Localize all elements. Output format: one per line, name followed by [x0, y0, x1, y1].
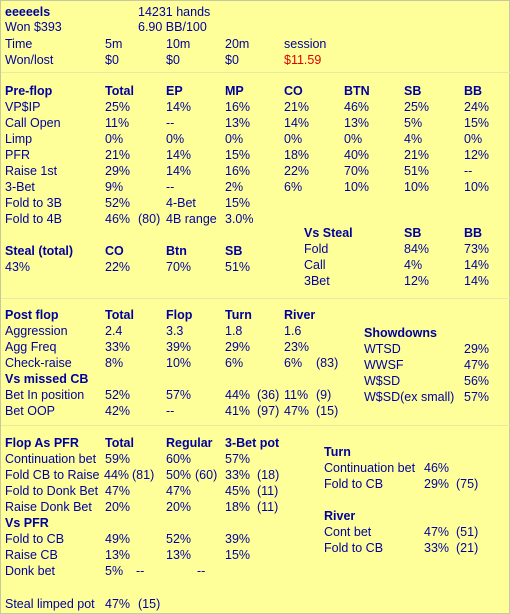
showdown-label: W$SD [364, 374, 401, 388]
fold-to-cb-cell: 39% [225, 532, 251, 546]
preflop-cell: 0% [166, 132, 185, 146]
preflop-cell: 51% [404, 164, 430, 178]
flop-pfr-title: Flop As PFR [5, 436, 79, 450]
preflop-cell: 15% [225, 148, 251, 162]
steal-col-btn: Btn [166, 244, 187, 258]
preflop-row-label: Call Open [5, 116, 61, 130]
divider [1, 298, 510, 299]
showdown-label: W$SD(ex small) [364, 390, 455, 404]
preflop-cell: -- [166, 116, 175, 130]
missed-cell: 41% [225, 404, 251, 418]
missed-count: (97) [257, 404, 280, 418]
vs-steal-row-label: Fold [304, 242, 329, 256]
raise-donk-cell: 20% [166, 500, 192, 514]
preflop-row-label: Limp [5, 132, 33, 146]
steal-limped-count: (15) [138, 597, 161, 611]
river-cbet-value: 47% [424, 525, 450, 539]
missed-cell: 47% [284, 404, 310, 418]
fold-to-4b-count: (80) [138, 212, 161, 226]
raise-donk-cell: 20% [105, 500, 131, 514]
fourbet-value: 15% [225, 196, 251, 210]
vs-steal-cell: 14% [464, 274, 490, 288]
fold-donk-count: (11) [257, 484, 279, 498]
steal-limped-label: Steal limped pot [5, 597, 95, 611]
raise-cb-cell: 13% [105, 548, 131, 562]
postflop-cell: 23% [284, 340, 310, 354]
missed-cb-title: Vs missed CB [5, 372, 89, 386]
steal-limped-value: 47% [105, 597, 131, 611]
fold-cb-raise-cell: 44% [104, 468, 130, 482]
preflop-cell: 21% [105, 148, 131, 162]
donk-bet-cell: 5% [105, 564, 124, 578]
postflop-col-flop: Flop [166, 308, 193, 322]
turn-cbet-label: Continuation bet [324, 461, 416, 475]
vs-steal-cell: 4% [404, 258, 423, 272]
preflop-cell: 4% [404, 132, 423, 146]
period-10m: 10m [166, 37, 191, 51]
missed-count: (36) [257, 388, 280, 402]
preflop-cell: -- [464, 164, 473, 178]
vs-steal-cell: 84% [404, 242, 430, 256]
steal-col-sb: SB [225, 244, 243, 258]
fold-to-3b-value: 52% [105, 196, 131, 210]
fold-cb-raise-count: (81) [132, 468, 155, 482]
preflop-cell: 9% [105, 180, 124, 194]
postflop-cell: 1.6 [284, 324, 302, 338]
wonlost-label: Won/lost [5, 53, 54, 67]
turn-fold-value: 29% [424, 477, 450, 491]
preflop-cell: 0% [225, 132, 244, 146]
preflop-cell: 10% [404, 180, 430, 194]
missed-row-label: Bet OOP [5, 404, 56, 418]
flop-pfr-col-3bet: 3-Bet pot [225, 436, 280, 450]
cbet-label: Continuation bet [5, 452, 97, 466]
preflop-cell: 16% [225, 100, 251, 114]
period-session: session [284, 37, 327, 51]
river-title: River [324, 509, 356, 523]
preflop-cell: 0% [464, 132, 483, 146]
preflop-cell: 5% [404, 116, 423, 130]
preflop-cell: 29% [105, 164, 131, 178]
vs-steal-cell: 73% [464, 242, 490, 256]
preflop-col-ep: EP [166, 84, 183, 98]
river-fold-count: (21) [456, 541, 479, 555]
player-name: eeeeels [5, 5, 51, 19]
preflop-row-label: Raise 1st [5, 164, 58, 178]
preflop-cell: 6% [284, 180, 303, 194]
preflop-cell: 24% [464, 100, 490, 114]
period-5m: 5m [105, 37, 123, 51]
fold-to-cb-label: Fold to CB [5, 532, 65, 546]
vs-steal-title: Vs Steal [304, 226, 353, 240]
vs-steal-row-label: Call [304, 258, 326, 272]
preflop-col-total: Total [105, 84, 134, 98]
preflop-cell: 21% [404, 148, 430, 162]
steal-co: 22% [105, 260, 131, 274]
fold-donk-cell: 45% [225, 484, 251, 498]
vs-steal-cell: 12% [404, 274, 430, 288]
preflop-row-label: PFR [5, 148, 30, 162]
divider [1, 425, 510, 426]
missed-cell: 42% [105, 404, 131, 418]
showdowns-title: Showdowns [364, 326, 437, 340]
fold-cb-raise-cell: 50% [166, 468, 192, 482]
wonlost-10m: $0 [166, 53, 180, 67]
vs-pfr-title: Vs PFR [5, 516, 49, 530]
showdown-value: 29% [464, 342, 490, 356]
raise-donk-label: Raise Donk Bet [5, 500, 92, 514]
steal-col-co: CO [105, 244, 124, 258]
river-fold-value: 33% [424, 541, 450, 555]
preflop-cell: 18% [284, 148, 310, 162]
hand-count: 14231 hands [138, 5, 211, 19]
postflop-col-total: Total [105, 308, 134, 322]
showdown-value: 47% [464, 358, 490, 372]
fold-to-cb-cell: 52% [166, 532, 192, 546]
preflop-cell: -- [166, 180, 175, 194]
missed-cell: 52% [105, 388, 131, 402]
postflop-row-label: Agg Freq [5, 340, 57, 354]
preflop-col-sb: SB [404, 84, 422, 98]
raise-cb-cell: 13% [166, 548, 192, 562]
wonlost-session: $11.59 [284, 53, 322, 67]
missed-cell: 57% [166, 388, 192, 402]
cbet-cell: 57% [225, 452, 251, 466]
postflop-row-label: Check-raise [5, 356, 72, 370]
raise-donk-cell: 18% [225, 500, 251, 514]
postflop-cell: 33% [105, 340, 131, 354]
preflop-cell: 11% [105, 116, 130, 130]
cbet-cell: 59% [105, 452, 131, 466]
fourbet-range-value: 3.0% [225, 212, 254, 226]
postflop-col-turn: Turn [225, 308, 252, 322]
fold-to-4b-label: Fold to 4B [5, 212, 62, 226]
preflop-col-co: CO [284, 84, 303, 98]
steal-btn: 70% [166, 260, 192, 274]
postflop-cell: 29% [225, 340, 251, 354]
preflop-cell: 13% [225, 116, 251, 130]
turn-title: Turn [324, 445, 351, 459]
fold-cb-raise-label: Fold CB to Raise [5, 468, 100, 482]
postflop-cell: 3.3 [166, 324, 184, 338]
showdown-label: WWSF [364, 358, 404, 372]
preflop-cell: 40% [344, 148, 370, 162]
donk-bet-cell: -- [136, 564, 145, 578]
fold-donk-cell: 47% [105, 484, 131, 498]
preflop-cell: 2% [225, 180, 244, 194]
turn-fold-label: Fold to CB [324, 477, 384, 491]
fold-cb-raise-count: (60) [195, 468, 218, 482]
cbet-cell: 60% [166, 452, 192, 466]
won-amount: Won $393 [5, 20, 62, 34]
preflop-col-btn: BTN [344, 84, 370, 98]
preflop-cell: 14% [284, 116, 310, 130]
preflop-cell: 13% [344, 116, 370, 130]
postflop-col-river: River [284, 308, 316, 322]
steal-title: Steal (total) [5, 244, 74, 258]
wonlost-20m: $0 [225, 53, 239, 67]
wonlost-5m: $0 [105, 53, 119, 67]
preflop-row-label: VP$IP [5, 100, 41, 114]
preflop-cell: 16% [225, 164, 251, 178]
flop-pfr-col-regular: Regular [166, 436, 213, 450]
postflop-cell: 2.4 [105, 324, 123, 338]
preflop-cell: 10% [464, 180, 490, 194]
postflop-cell: 1.8 [225, 324, 243, 338]
missed-cell: -- [166, 404, 175, 418]
fold-to-cb-cell: 49% [105, 532, 131, 546]
fold-to-4b-value: 46% [105, 212, 131, 226]
donk-bet-label: Donk bet [5, 564, 56, 578]
missed-count: (15) [316, 404, 339, 418]
missed-cell: 11% [284, 388, 309, 402]
river-cbet-label: Cont bet [324, 525, 372, 539]
donk-bet-cell: -- [197, 564, 206, 578]
vs-steal-cell: 14% [464, 258, 490, 272]
showdown-label: WTSD [364, 342, 401, 356]
missed-cell: 44% [225, 388, 251, 402]
period-20m: 20m [225, 37, 250, 51]
preflop-cell: 15% [464, 116, 490, 130]
preflop-cell: 70% [344, 164, 370, 178]
preflop-cell: 10% [344, 180, 370, 194]
fourbet-range-label: 4B range [166, 212, 217, 226]
fold-donk-cell: 47% [166, 484, 192, 498]
postflop-cell: 8% [105, 356, 124, 370]
postflop-row-label: Aggression [5, 324, 68, 338]
preflop-cell: 0% [344, 132, 363, 146]
flop-pfr-col-total: Total [105, 436, 134, 450]
preflop-cell: 21% [284, 100, 310, 114]
fold-cb-raise-count: (18) [257, 468, 280, 482]
time-label: Time [5, 37, 33, 51]
steal-sb: 51% [225, 260, 251, 274]
preflop-cell: 22% [284, 164, 310, 178]
preflop-cell: 46% [344, 100, 370, 114]
postflop-cell: 10% [166, 356, 192, 370]
missed-count: (9) [316, 388, 332, 402]
turn-fold-count: (75) [456, 477, 479, 491]
vs-steal-row-label: 3Bet [304, 274, 330, 288]
preflop-cell: 0% [284, 132, 303, 146]
postflop-title: Post flop [5, 308, 59, 322]
preflop-cell: 14% [166, 164, 192, 178]
raise-donk-count: (11) [257, 500, 279, 514]
preflop-title: Pre-flop [5, 84, 53, 98]
raise-cb-label: Raise CB [5, 548, 58, 562]
postflop-cell: 6% [225, 356, 244, 370]
vs-steal-col-bb: BB [464, 226, 483, 240]
raise-cb-cell: 15% [225, 548, 251, 562]
preflop-cell: 25% [404, 100, 430, 114]
bb-per-100: 6.90 BB/100 [138, 20, 207, 34]
preflop-cell: 12% [464, 148, 490, 162]
preflop-cell: 14% [166, 148, 192, 162]
fourbet-label: 4-Bet [166, 196, 196, 210]
checkraise-count: (83) [316, 356, 339, 370]
preflop-col-bb: BB [464, 84, 483, 98]
postflop-cell: 39% [166, 340, 192, 354]
postflop-cell: 6% [284, 356, 303, 370]
river-fold-label: Fold to CB [324, 541, 384, 555]
showdown-value: 56% [464, 374, 490, 388]
fold-cb-raise-cell: 33% [225, 468, 251, 482]
fold-to-3b-label: Fold to 3B [5, 196, 62, 210]
preflop-cell: 25% [105, 100, 131, 114]
steal-total: 43% [5, 260, 31, 274]
preflop-row-label: 3-Bet [5, 180, 35, 194]
showdown-value: 57% [464, 390, 490, 404]
divider [1, 72, 510, 73]
turn-cbet-value: 46% [424, 461, 450, 475]
vs-steal-col-sb: SB [404, 226, 422, 240]
fold-donk-label: Fold to Donk Bet [5, 484, 99, 498]
preflop-col-mp: MP [225, 84, 244, 98]
preflop-cell: 14% [166, 100, 192, 114]
missed-row-label: Bet In position [5, 388, 85, 402]
preflop-cell: 0% [105, 132, 124, 146]
river-cbet-count: (51) [456, 525, 479, 539]
